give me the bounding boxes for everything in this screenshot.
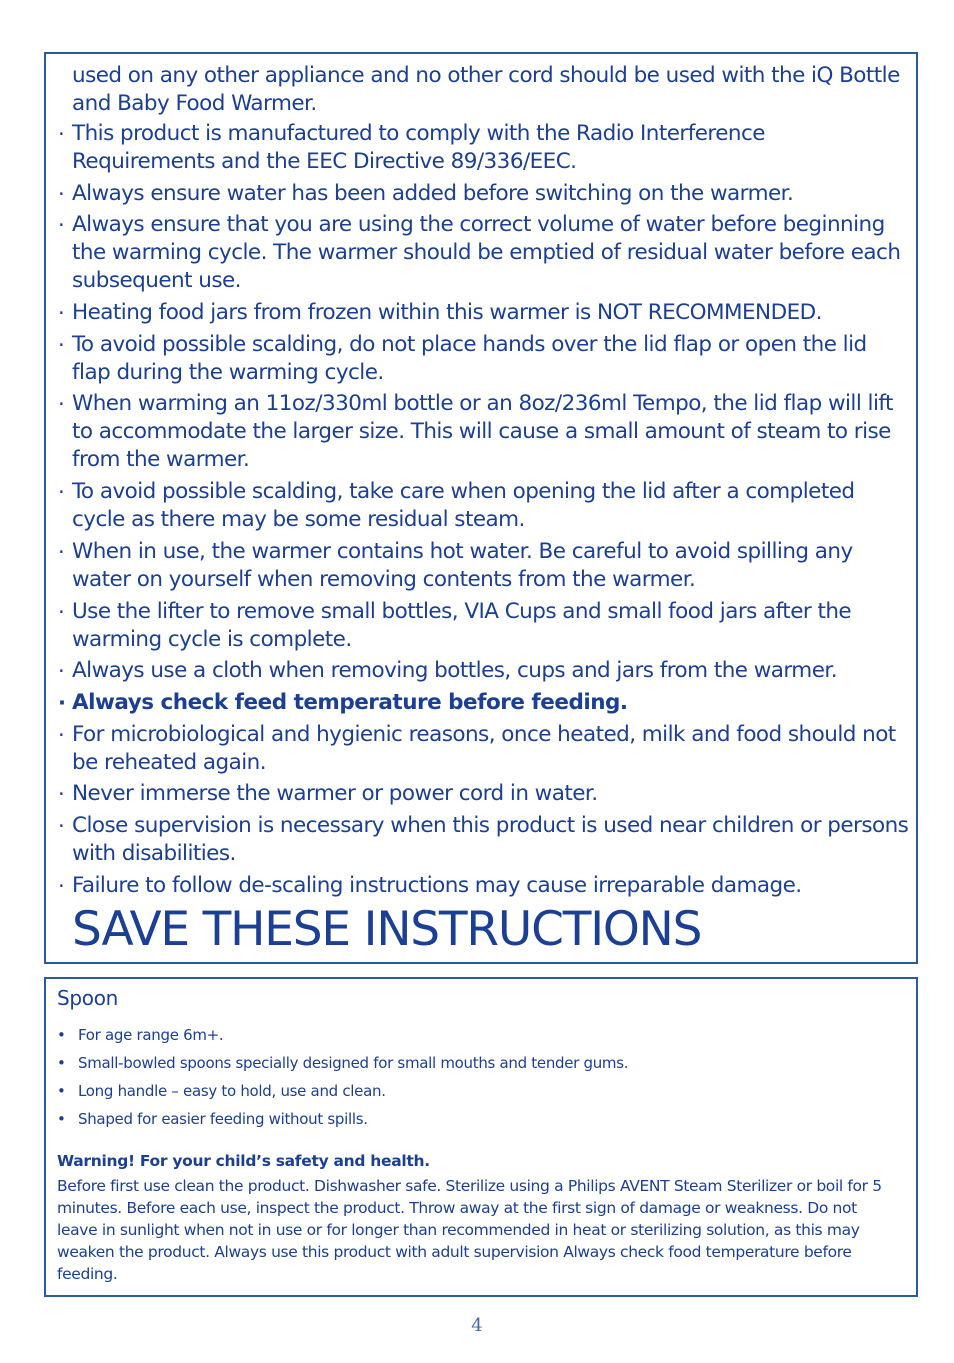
list-item (56, 872, 911, 900)
bullet-icon: · (58, 213, 65, 238)
bullet-icon: · (58, 659, 65, 684)
list-item-text: Close supervision is necessary when this product is used near children or persons with disabilities. (72, 812, 909, 866)
bullet-icon: · (58, 813, 65, 838)
save-instructions-heading: SAVE THESE INSTRUCTIONS (72, 902, 702, 957)
bullet-icon: · (58, 782, 65, 807)
bullet-icon: · (58, 392, 65, 417)
bullet-icon: · (58, 873, 65, 898)
list-item (56, 598, 911, 654)
list-item (56, 211, 911, 295)
list-item-text: Always check feed temperature before feeding. (72, 689, 628, 715)
list-item-text: Always use a cloth when removing bottles, cups and jars from the warmer. (72, 658, 837, 684)
safety-intro-text: used on any other appliance and no other cord should be used with the iQ Bottle and Baby Food Warmer. (72, 63, 900, 116)
safety-instructions-box (44, 52, 918, 964)
bullet-icon: • (57, 1026, 66, 1044)
list-item (57, 1109, 897, 1129)
list-item-text: To avoid possible scalding, do not place hands over the lid flap or open the lid flap during the warming cycle. (72, 331, 867, 385)
list-item (56, 390, 911, 474)
list-item (57, 1053, 897, 1073)
list-item-text: Shaped for easier feeding without spills. (78, 1110, 368, 1128)
list-item-emphasis (56, 689, 911, 717)
bullet-icon: • (57, 1082, 66, 1100)
spoon-feature-list (57, 1025, 897, 1137)
list-item (56, 299, 911, 327)
page-number: 4 (471, 1315, 483, 1336)
list-item-text: Heating food jars from frozen within this warmer is NOT RECOMMENDED. (72, 300, 822, 326)
list-item (56, 331, 911, 387)
safety-bullet-list (56, 120, 911, 903)
bullet-icon: · (58, 722, 65, 747)
list-item (56, 812, 911, 868)
spoon-section-title: Spoon (57, 986, 119, 1010)
list-item-text: Use the lifter to remove small bottles, VIA Cups and small food jars after the warming cycle is complete. (72, 598, 852, 652)
list-item-text: To avoid possible scalding, take care when opening the lid after a completed cycle as there may be some residual steam. (72, 479, 855, 533)
list-item-text: When in use, the warmer contains hot water. Be careful to avoid spilling any water on yourself when removing contents from the warmer. (72, 538, 853, 592)
list-item-text: For age range 6m+. (78, 1026, 224, 1044)
bullet-icon: · (58, 480, 65, 505)
list-item (56, 780, 911, 808)
list-item-text: Always ensure that you are using the correct volume of water before beginning the warming cycle. The warmer should be emptied of residual water before each subsequent use. (72, 212, 901, 294)
spoon-info-box (44, 977, 918, 1297)
list-item-text: Never immerse the warmer or power cord in water. (72, 781, 598, 807)
list-item (57, 1025, 897, 1045)
list-item (56, 657, 911, 685)
list-item-text: This product is manufactured to comply with the Radio Interference Requirements and the EEC Directive 89/336/EEC. (72, 121, 765, 174)
list-item (56, 538, 911, 594)
list-item-text: Always ensure water has been added before switching on the warmer. (72, 180, 794, 206)
list-item-text: For microbiological and hygienic reasons, once heated, milk and food should not be reheated again. (72, 721, 896, 775)
list-item-text: When warming an 11oz/330ml bottle or an 8oz/236ml Tempo, the lid flap will lift to accommodate the larger size. This will cause a small amount of steam to rise from the warmer. (72, 391, 893, 473)
list-item (57, 1081, 897, 1101)
list-item (56, 721, 911, 777)
bullet-icon: · (58, 539, 65, 564)
warning-paragraph: Before first use clean the product. Dishwasher safe. Sterilize using a Philips AVENT Steam Sterilizer or boil for 5 minutes. Before each use, inspect the product. Throw away at the first sign of damage or weakness. Do not leave in sunlight when not in use or for longer than recommended in heat or sterilizing solution, as this may weaken the product. Always use this product with adult supervision Always check food temperature before feeding. (57, 1177, 882, 1283)
bullet-icon: • (57, 1054, 66, 1072)
list-item-text: Long handle – easy to hold, use and clean. (78, 1082, 386, 1100)
list-item-text: Failure to follow de-scaling instructions may cause irreparable damage. (72, 872, 802, 898)
bullet-icon: · (58, 332, 65, 357)
list-item (56, 180, 911, 208)
list-item (56, 120, 911, 176)
list-item (56, 478, 911, 534)
warning-heading: Warning! For your child’s safety and health. (57, 1152, 430, 1170)
bullet-icon: · (58, 301, 65, 326)
bullet-icon: · (58, 122, 65, 146)
bullet-icon: · (58, 690, 66, 715)
list-item-text: Small-bowled spoons specially designed for small mouths and tender gums. (78, 1054, 629, 1072)
bullet-icon: · (58, 181, 65, 206)
bullet-icon: · (58, 599, 65, 624)
bullet-icon: • (57, 1110, 66, 1128)
